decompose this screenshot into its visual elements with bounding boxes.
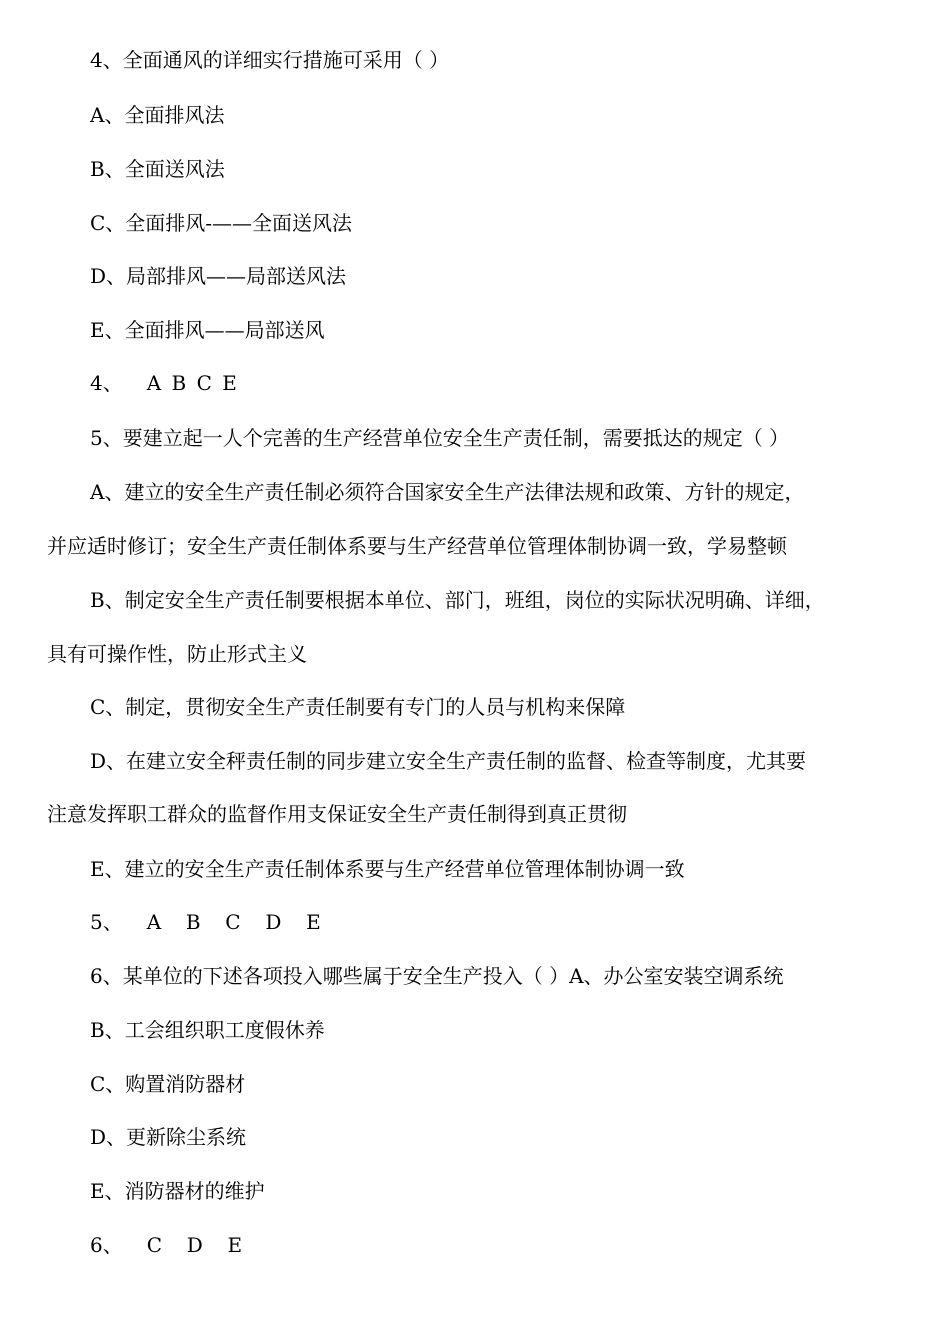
q6-option-e: E、消防器材的维护 — [90, 1179, 265, 1203]
q4-option-c: C、全面排风-——全面送风法 — [90, 211, 353, 235]
q5-option-d-line2: 注意发挥职工群众的监督作用支保证安全生产责任制得到真正贯彻 — [47, 802, 627, 826]
q5-option-c: C、制定，贯彻安全生产责任制要有专门的人员与机构来保障 — [90, 695, 626, 719]
q6-answer — [90, 1231, 246, 1259]
q5-question: 5、要建立起一人个完善的生产经营单位安全生产责任制，需要抵达的规定（ ） — [90, 426, 790, 450]
q5-option-a-line1: A、建立的安全生产责任制必须符合国家安全生产法律法规和政策、方针的规定， — [90, 480, 805, 504]
q6-option-c: C、购置消防器材 — [90, 1072, 246, 1096]
q4-option-a: A、全面排风法 — [90, 103, 225, 127]
q6-answer-prefix: 6、 — [90, 1233, 123, 1257]
q6-answer-letters: C D E — [146, 1233, 247, 1257]
q5-option-d-line1: D、在建立安全秤责任制的同步建立安全生产责任制的监督、检查等制度，尤其要 — [90, 749, 807, 773]
q5-option-b-line1: B、制定安全生产责任制要根据本单位、部门，班组，岗位的实际状况明确、详细， — [90, 588, 825, 612]
q4-option-d: D、局部排风——局部送风法 — [90, 264, 347, 288]
q4-option-b: B、全面送风法 — [90, 157, 225, 181]
q6-question: 6、某单位的下述各项投入哪些属于安全生产投入（ ）A、办公室安装空调系统 — [90, 964, 784, 988]
q5-answer-letters: A B C D E — [146, 910, 325, 934]
q6-option-d: D、更新除尘系统 — [90, 1125, 247, 1149]
q4-answer-letters: A B C E — [146, 371, 239, 395]
q5-answer — [90, 908, 325, 936]
q4-option-e: E、全面排风——局部送风 — [90, 318, 325, 342]
q4-answer — [90, 369, 239, 397]
q6-option-b: B、工会组织职工度假休养 — [90, 1018, 325, 1042]
q4-question: 4、全面通风的详细实行措施可采用（ ） — [90, 48, 450, 72]
q5-option-b-line2: 具有可操作性，防止形式主义 — [47, 642, 307, 666]
q5-option-e: E、建立的安全生产责任制体系要与生产经营单位管理体制协调一致 — [90, 857, 685, 881]
q5-option-a-line2: 并应适时修订；安全生产责任制体系要与生产经营单位管理体制协调一致，学易整顿 — [47, 534, 787, 558]
q4-answer-prefix: 4、 — [90, 371, 123, 395]
q5-answer-prefix: 5、 — [90, 910, 123, 934]
